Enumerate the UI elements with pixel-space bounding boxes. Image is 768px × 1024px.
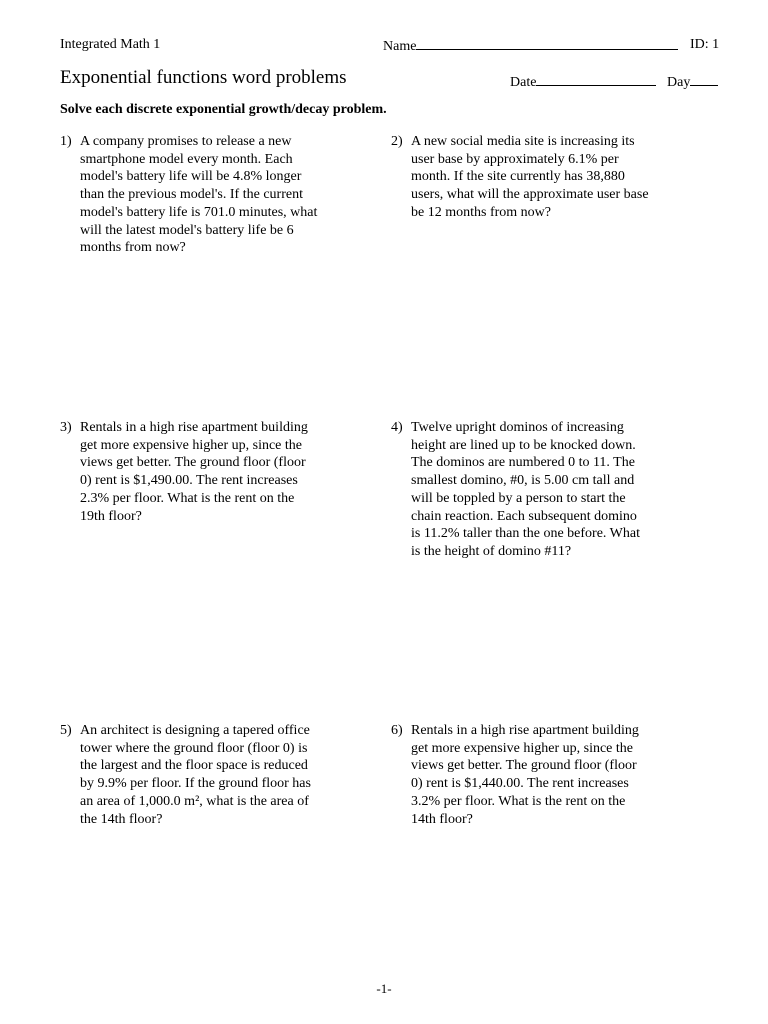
problem-text (411, 722, 639, 828)
worksheet-title: Exponential functions word problems (60, 67, 347, 88)
problem-line: An architect is designing a tapered office (80, 723, 310, 738)
problem-line: the largest and the floor space is reduced (80, 758, 308, 774)
problem-line: views get better. The ground floor (floor (80, 455, 306, 471)
problem-number: 6) (391, 723, 403, 738)
problem-line: will be toppled by a person to start the (411, 490, 626, 506)
id-label: ID: 1 (690, 37, 720, 52)
problem-line: Rentals in a high rise apartment building (80, 420, 308, 435)
problem-line: get more expensive higher up, since the (80, 437, 302, 453)
problem-line: 3.2% per floor. What is the rent on the (411, 793, 626, 809)
problem-text (411, 419, 640, 561)
problem-text (80, 722, 311, 828)
problem-text (80, 133, 317, 257)
name-blank (416, 37, 678, 50)
problem-line: Twelve upright dominos of increasing (411, 420, 624, 435)
problem-line: model's battery life will be 4.8% longer (80, 169, 302, 185)
problem-line: be 12 months from now? (411, 204, 551, 220)
problem-6 (391, 722, 691, 832)
problem-number: 1) (60, 134, 72, 149)
problem-number: 4) (391, 420, 403, 435)
problem-line: by 9.9% per floor. If the ground floor has (80, 776, 311, 792)
problem-line: is the height of domino #11? (411, 543, 572, 559)
date-blank (536, 73, 656, 86)
problem-number: 3) (60, 420, 72, 435)
problem-line: user base by approximately 6.1% per (411, 151, 619, 167)
date-label: Date (510, 75, 537, 90)
problem-line: smallest domino, #0, is 5.00 cm tall and (411, 473, 635, 489)
problem-5 (60, 722, 360, 832)
problem-line: month. If the site currently has 38,880 (411, 169, 625, 185)
problem-line: 0) rent is $1,490.00. The rent increases (80, 473, 298, 489)
problem-line: A new social media site is increasing its (411, 134, 635, 149)
problem-line: months from now? (80, 240, 186, 256)
problem-line: 19th floor? (80, 508, 142, 524)
course-name: Integrated Math 1 (60, 37, 161, 52)
problem-line: is 11.2% taller than the one before. What (411, 526, 640, 542)
problem-line: 14th floor? (411, 811, 473, 827)
problem-line: users, what will the approximate user base (411, 187, 649, 203)
name-label: Name (383, 39, 417, 54)
problem-line: model's battery life is 701.0 minutes, what (80, 204, 318, 220)
problem-line: smartphone model every month. Each (80, 151, 293, 167)
problem-line: 0) rent is $1,440.00. The rent increases (411, 776, 629, 792)
page-number: -1- (376, 981, 392, 996)
problem-line: A company promises to release a new (80, 134, 292, 149)
problem-line: Rentals in a high rise apartment building (411, 723, 639, 738)
problem-1 (60, 133, 360, 263)
day-blank (690, 73, 718, 86)
date-field (510, 73, 656, 91)
problem-line: will the latest model's battery life be 6 (80, 222, 294, 238)
problem-line: 2.3% per floor. What is the rent on the (80, 490, 295, 506)
problem-2 (391, 133, 691, 233)
problem-4 (391, 419, 691, 564)
problem-number: 2) (391, 134, 403, 149)
problem-line: the 14th floor? (80, 811, 163, 827)
name-field (383, 37, 678, 55)
problem-line: height are lined up to be knocked down. (411, 437, 636, 453)
problem-line: The dominos are numbered 0 to 11. The (411, 455, 635, 471)
problem-line: views get better. The ground floor (floor (411, 758, 637, 774)
day-label: Day (667, 75, 691, 90)
day-field (667, 73, 718, 91)
problem-line: an area of 1,000.0 m², what is the area of (80, 793, 309, 809)
problem-line: tower where the ground floor (floor 0) is (80, 740, 308, 756)
problem-text (411, 133, 649, 222)
problem-line: get more expensive higher up, since the (411, 740, 633, 756)
problem-number: 5) (60, 723, 72, 738)
problem-line: than the previous model's. If the current (80, 187, 303, 203)
problem-3 (60, 419, 360, 529)
problem-text (80, 419, 308, 525)
problem-line: chain reaction. Each subsequent domino (411, 508, 637, 524)
instructions: Solve each discrete exponential growth/decay problem. (60, 102, 387, 117)
